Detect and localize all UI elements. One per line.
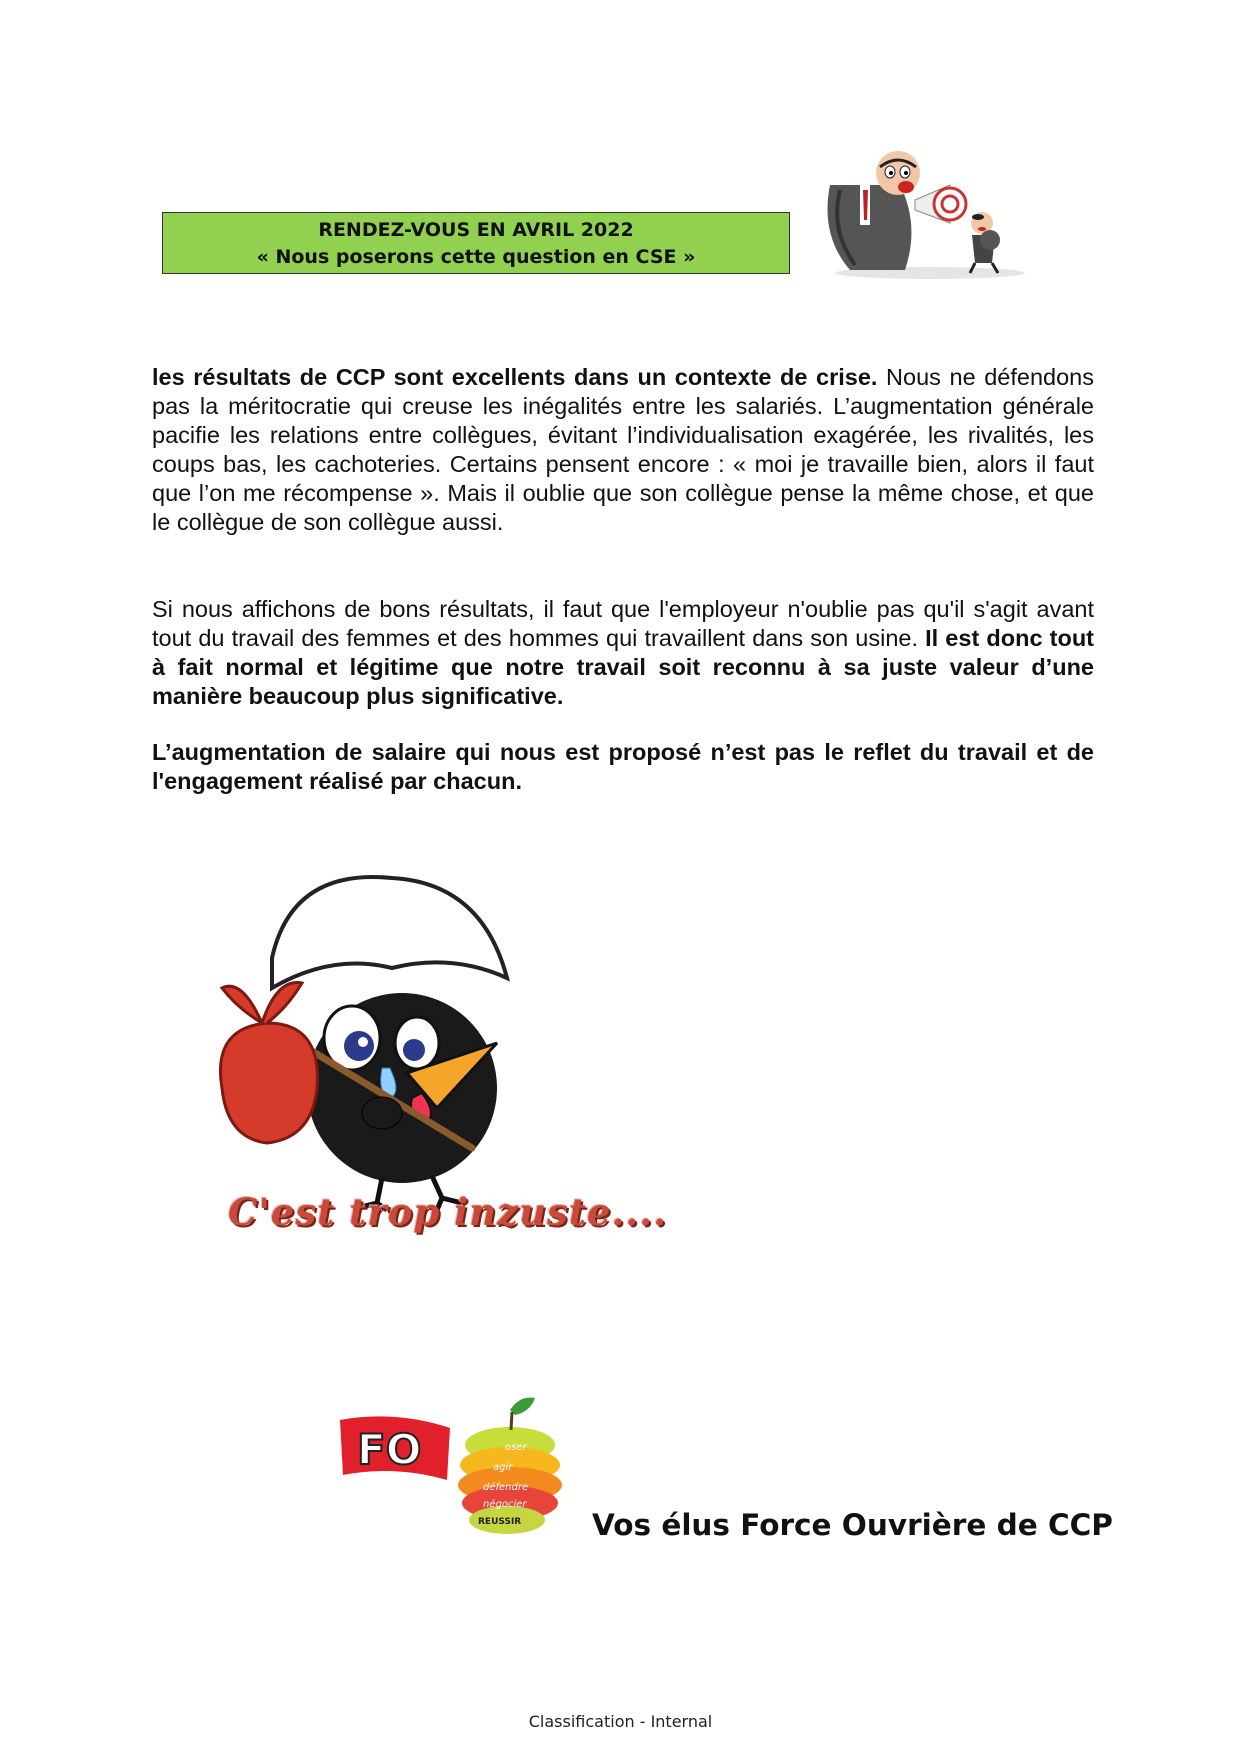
paragraph-results-bold: les résultats de CCP sont excellents dans un contexte de crise. bbox=[152, 364, 878, 390]
signature: Vos élus Force Ouvrière de CCP bbox=[592, 1508, 1113, 1542]
calimero-caption: C'est trop inzuste.... bbox=[228, 1190, 667, 1234]
classification-footer: Classification - Internal bbox=[528, 1712, 713, 1731]
paragraph-employer-text: Si nous affichons de bons résultats, il faut que l'employeur n'oublie pas qu'il s'agit avant tout du travail des femmes et des hommes qui travaillent dans son usine. bbox=[152, 596, 1094, 651]
paragraph-salary bbox=[152, 738, 1094, 796]
fruit-word-2: défendre bbox=[483, 1482, 529, 1493]
paragraph-salary-bold: L’augmentation de salaire qui nous est proposé n’est pas le reflet du travail et de l'engagement réalisé par chacun. bbox=[152, 739, 1094, 794]
banner-line-2: « Nous poserons cette question en CSE » bbox=[256, 246, 696, 268]
shouting-boss-megaphone-icon bbox=[810, 145, 1045, 280]
paragraph-employer-bold: Il est donc tout à fait normal et légitime que notre travail soit reconnu à sa juste valeur d’une manière beaucoup plus significative. bbox=[152, 625, 1094, 709]
fo-logo-letters: FO bbox=[357, 1425, 422, 1474]
announcement-banner bbox=[162, 212, 790, 274]
fruit-word-4: REUSSIR bbox=[478, 1517, 522, 1527]
paragraph-results bbox=[152, 363, 1094, 537]
fruit-word-0: oser bbox=[505, 1442, 527, 1453]
paragraph-employer bbox=[152, 595, 1094, 711]
illustration-watermark: Petitemimine bbox=[232, 1147, 292, 1157]
paragraph-results-text: Nous ne défendons pas la méritocratie qui creuse les inégalités entre les salariés. L’augmentation générale pacifie les relations entre collègues, évitant l’individualisation exagérée, les rivalités, les coups bas, les cachoteries. Certains pensent encore : « moi je travaille bien, alors il faut que l’on me récompense ». Mais il oublie que son collègue pense la même chose, et que le collègue de son collègue aussi. bbox=[152, 364, 1094, 535]
fruit-word-3: négocier bbox=[483, 1499, 527, 1510]
banner-line-1: RENDEZ-VOUS EN AVRIL 2022 bbox=[318, 219, 634, 241]
calimero-chick-illustration bbox=[152, 858, 627, 1238]
fo-union-logo bbox=[335, 1390, 575, 1540]
fruit-word-1: agir bbox=[493, 1462, 513, 1473]
